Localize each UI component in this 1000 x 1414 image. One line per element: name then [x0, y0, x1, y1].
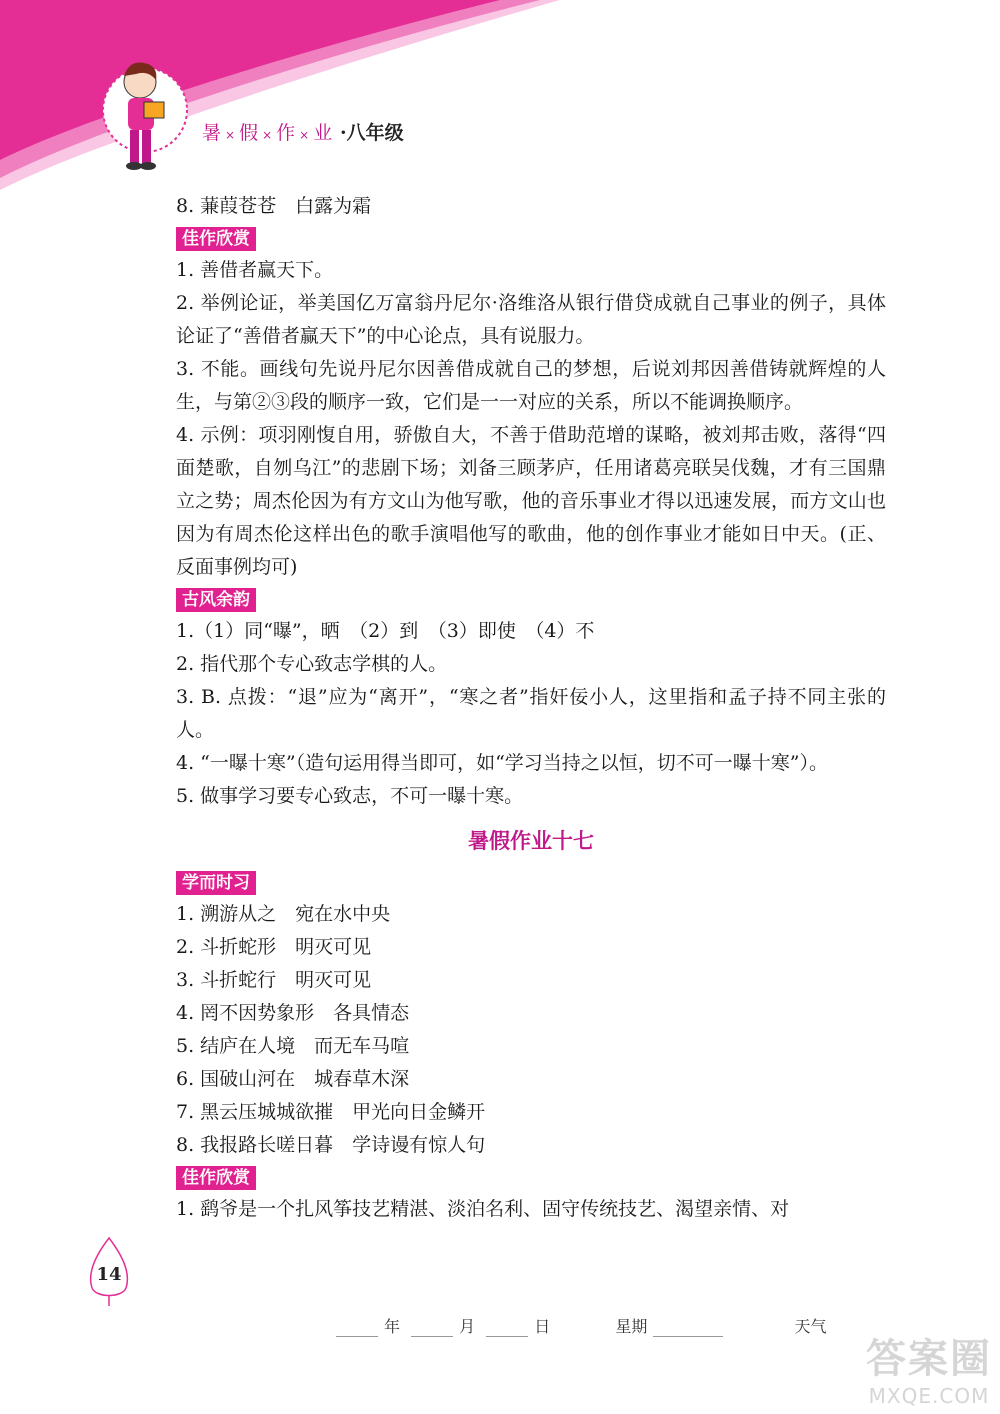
book-title-char: 假 — [239, 122, 261, 144]
answer-paragraph: 4. 示例：项羽刚愎自用，骄傲自大，不善于借助范增的谋略，被刘邦击败，落得“四面楚歌，自刎乌江”的悲剧下场；刘备三顾茅庐，任用诸葛亮联吴伐魏，才有三国鼎立之势；周杰伦因为有方文山为他写歌，他的音乐事业才得以迅速发展，而方文山也因为有周杰伦这样出色的歌手演唱他写的歌曲，他的创作事业才能如日中天。(正、反面事例均可) — [176, 424, 886, 578]
day-label: 日 — [534, 1317, 551, 1336]
answer-line: 4. 罔不因势象形 各具情态 — [176, 1002, 410, 1024]
answer-line: 3. 斗折蛇行 明灭可见 — [176, 969, 372, 991]
answer-paragraph: 3. B. 点拨：“退”应为“离开”，“寒之者”指奸佞小人，这里指和孟子持不同主张的人。 — [176, 686, 886, 741]
answer-line: 7. 黑云压城城欲摧 甲光向日金鳞开 — [176, 1101, 486, 1123]
month-blank — [411, 1322, 453, 1337]
watermark-url: MXQE.COM — [868, 1384, 990, 1408]
answer-line: 1.（1）同“曝”，晒 （2）到 （3）即使 （4）不 — [176, 620, 595, 642]
watermark-logo-text: 答案圈 — [866, 1336, 992, 1382]
section-tag: 古风余韵 — [176, 588, 256, 612]
answer-paragraph: 2. 举例论证，举美国亿万富翁丹尼尔·洛维洛从银行借贷成就自己事业的例子，具体论证了“善借者赢天下”的中心论点，具有说服力。 — [176, 292, 886, 347]
section-tag: 佳作欣赏 — [176, 227, 256, 251]
section-tag: 学而时习 — [176, 871, 256, 895]
book-title-char: 暑 — [202, 122, 224, 144]
reading-boy-mascot-icon — [100, 40, 190, 180]
weekday-blank — [653, 1322, 723, 1337]
page-number-badge — [86, 1236, 132, 1306]
answer-content — [176, 190, 886, 1226]
book-title-char: 业 — [313, 122, 335, 144]
date-weather-footer — [330, 1314, 826, 1337]
homework-section-title: 暑假作业十七 — [468, 828, 594, 853]
section-tag: 佳作欣赏 — [176, 1166, 256, 1190]
book-title: 暑 × 假 × 作 × 业 — [202, 122, 335, 144]
answer-line: 1. 溯游从之 宛在水中央 — [176, 903, 391, 925]
answer-line: 2. 指代那个专心致志学棋的人。 — [176, 653, 448, 675]
answer-line: 8. 我报路长嗟日暮 学诗谩有惊人句 — [176, 1134, 486, 1156]
answer-line: 5. 做事学习要专心致志，不可一曝十寒。 — [176, 785, 524, 807]
grade-label: ·八年级 — [340, 122, 404, 144]
answer-paragraph: 3. 不能。画线句先说丹尼尔因善借成就自己的梦想，后说刘邦因善借铸就辉煌的人生，与第②③段的顺序一致，它们是一一对应的关系，所以不能调换顺序。 — [176, 358, 886, 413]
answer-line: 8. 蒹葭苍苍 白露为霜 — [176, 195, 372, 217]
site-watermark — [866, 1327, 992, 1408]
year-blank — [336, 1322, 378, 1337]
day-blank — [486, 1322, 528, 1337]
answer-line: 5. 结庐在人境 而无车马喧 — [176, 1035, 410, 1057]
answer-line: 1. 鹞爷是一个扎风筝技艺精湛、淡泊名利、固守传统技艺、渴望亲情、对 — [176, 1198, 790, 1220]
book-title-char: 作 — [276, 122, 298, 144]
weather-label: 天气 — [794, 1317, 827, 1336]
answer-line: 2. 斗折蛇形 明灭可见 — [176, 936, 372, 958]
page-number: 14 — [96, 1264, 122, 1285]
answer-line: 1. 善借者赢天下。 — [176, 259, 334, 281]
year-label: 年 — [384, 1317, 401, 1336]
weekday-label: 星期 — [615, 1317, 648, 1336]
answer-line: 6. 国破山河在 城春草木深 — [176, 1068, 410, 1090]
answer-paragraph: 4. “一曝十寒”（造句运用得当即可，如“学习当持之以恒，切不可一曝十寒”）。 — [176, 752, 829, 774]
month-label: 月 — [459, 1317, 476, 1336]
